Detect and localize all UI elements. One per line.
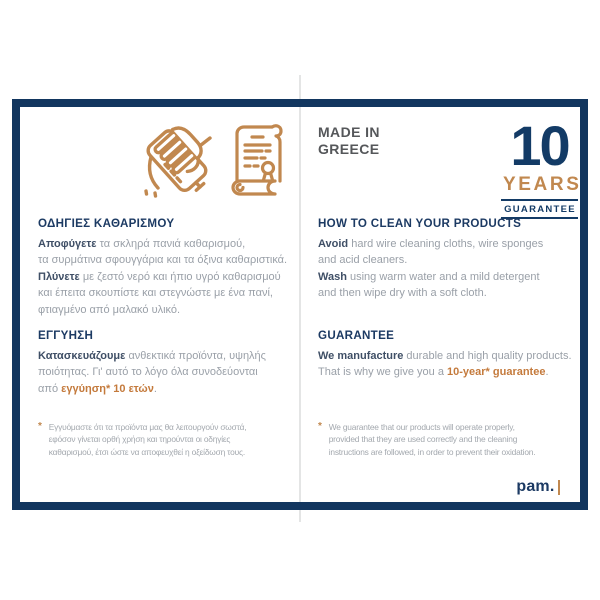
english-cleaning-paragraph: Avoid hard wire cleaning cloths, wire sponges and acid cleaners. Wash using warm water and a mild detergent and then wipe dry with a soft cloth. <box>318 238 544 300</box>
greek-guarantee-paragraph: Κατασκευάζουμε ανθεκτικά προϊόντα, υψηλής ποιότητας. Γι' αυτό το λόγο όλα συνοδεύονται από εγγύηση* 10 ετών. <box>38 350 266 395</box>
greek-cleaning-heading: ΟΔΗΓΙΕΣ ΚΑΘΑΡΙΣΜΟΥ <box>38 217 175 230</box>
certificate-scroll-icon <box>228 121 286 201</box>
made-in-greece-label <box>318 124 380 158</box>
english-footnote-text: We guarantee that our products will operate properly, provided that they are used correctly and the cleaning instructions are followed, in order to prevent their oxidation. <box>328 422 536 457</box>
icons-row <box>138 118 284 204</box>
footnote-asterisk: * <box>38 421 42 432</box>
english-guarantee-heading: GUARANTEE <box>318 329 395 342</box>
greek-footnote <box>38 421 246 458</box>
hand-wiping-cloth-icon <box>138 119 220 203</box>
greek-cleaning-paragraph: Αποφύγετε τα σκληρά πανιά καθαρισμού, τα συρμάτινα σφουγγάρια και τα όξινα καθαριστικά. Πλύνετε με ζεστό νερό και ήπιο υγρό καθαρισμού και έπειτα σκουπίστε και στεγνώστε με ένα πανί, φτιαγμένο από μαλακό υλικό. <box>38 238 288 316</box>
badge-guarantee-label: GUARANTEE <box>501 199 578 219</box>
made-in-line2: GREECE <box>318 141 380 157</box>
greek-footnote-text: Εγγυόμαστε ότι τα προϊόντα μας θα λειτουργούν σωστά, εφόσον γίνεται ορθή χρήση και τηρούνται οι οδηγίες καθαρισμού, έτσι ώστε να αποφευχθεί η οξείδωση τους. <box>48 422 247 457</box>
pam-logo <box>516 478 560 496</box>
made-in-line1: MADE IN <box>318 124 380 140</box>
greek-guarantee-heading: ΕΓΓΥΗΣΗ <box>38 329 94 342</box>
pam-logo-cursor-bar <box>558 480 561 495</box>
badge-number: 10 <box>510 114 569 177</box>
pam-logo-text: pam. <box>516 478 555 495</box>
badge-years-label: YEARS <box>503 174 582 195</box>
english-guarantee-paragraph: We manufacture durable and high quality products. That is why we give you a 10-year* guarantee. <box>318 350 572 379</box>
footnote-asterisk: * <box>318 421 322 432</box>
english-footnote <box>318 421 535 458</box>
english-cleaning-heading: HOW TO CLEAN YOUR PRODUCTS <box>318 217 522 230</box>
ten-years-guarantee-badge <box>501 114 582 219</box>
